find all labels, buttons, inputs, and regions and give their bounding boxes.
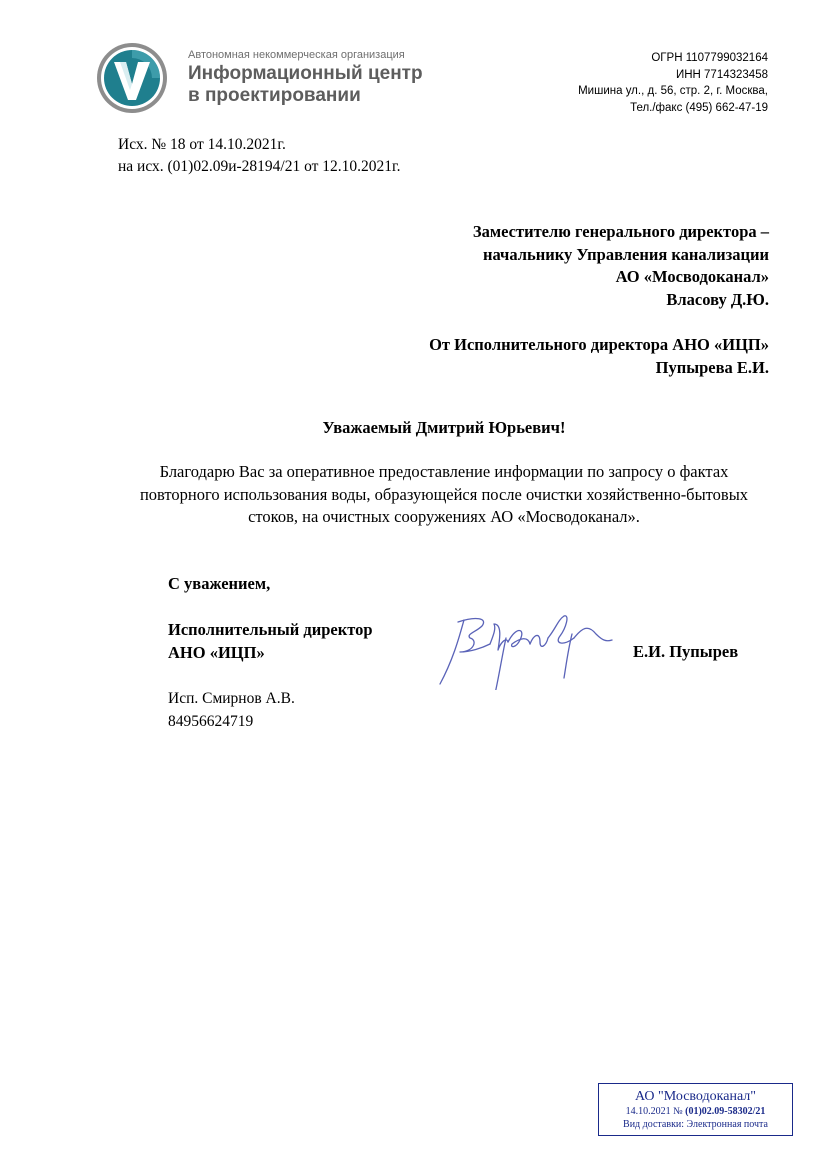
- sender-line: Пупырева Е.И.: [655, 357, 769, 377]
- greeting: Уважаемый Дмитрий Юрьевич!: [322, 418, 566, 437]
- stamp-organization: АО "Мосводоканал": [635, 1089, 756, 1104]
- organization-logo: [96, 42, 168, 114]
- executor-block: [168, 688, 295, 733]
- stamp-date: 14.10.2021 №: [625, 1106, 683, 1117]
- stamp-number: (01)02.09-58302/21: [685, 1106, 766, 1117]
- position-line: АНО «ИЦП»: [168, 642, 265, 662]
- executor-name: Исп. Смирнов А.В.: [168, 690, 295, 707]
- addressee-line: начальнику Управления канализации: [482, 244, 769, 264]
- signer-name: Е.И. Пупырев: [633, 642, 739, 661]
- ogrn: ОГРН 1107799032164: [651, 52, 768, 64]
- organization-requisites: [578, 50, 768, 116]
- sender-block: [429, 334, 769, 379]
- stamp-registration: [599, 1105, 792, 1118]
- organization-name-line2: в проектировании: [188, 85, 361, 106]
- signer-position: [168, 619, 373, 664]
- address: Мишина ул., д. 56, стр. 2, г. Москва,: [578, 85, 768, 97]
- organization-type: Автономная некоммерческая организация: [188, 49, 405, 61]
- inn: ИНН 7714323458: [675, 68, 768, 81]
- sender-line: От Исполнительного директора АНО «ИЦП»: [429, 335, 769, 354]
- organization-name-line1: Информационный центр: [188, 63, 423, 84]
- letter-body: Благодарю Вас за оперативное предоставление информации по запросу о фактах повторного использования воды, образующейся после очистки хозяйственно-бытовых стоков, на очистных сооружениях АО «Мосводоканал».: [139, 462, 749, 526]
- phone: Тел./факс (495) 662-47-19: [630, 101, 768, 114]
- letter-reference: [118, 134, 401, 178]
- registration-stamp: [598, 1083, 793, 1136]
- addressee-block: [473, 221, 769, 311]
- position-line: Исполнительный директор: [168, 620, 373, 639]
- closing-regards: С уважением,: [168, 574, 271, 593]
- addressee-line: Власову Д.Ю.: [666, 289, 769, 309]
- executor-phone: 84956624719: [168, 712, 254, 730]
- addressee-line: АО «Мосводоканал»: [615, 267, 769, 286]
- outgoing-number: Исх. № 18 от 14.10.2021г.: [118, 136, 286, 153]
- addressee-line: Заместителю генерального директора –: [472, 222, 769, 241]
- handwritten-signature: [436, 598, 616, 690]
- organization-name: [188, 63, 423, 107]
- stamp-delivery: Вид доставки: Электронная почта: [623, 1119, 768, 1130]
- reply-reference: на исх. (01)02.09и-28194/21 от 12.10.2021г.: [118, 158, 401, 175]
